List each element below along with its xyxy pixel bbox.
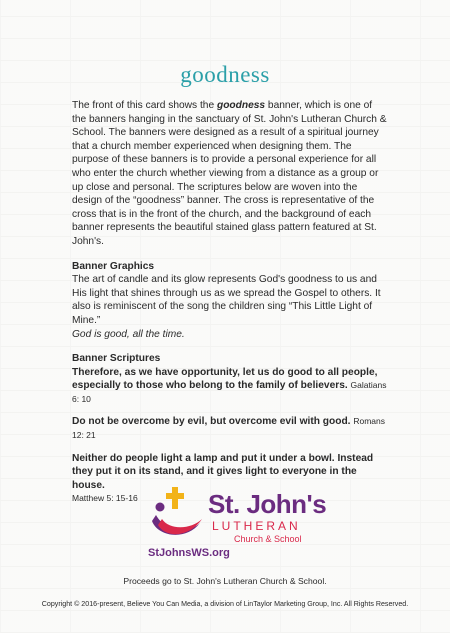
graphics-italic: God is good, all the time. [72, 328, 185, 340]
proceeds-note: Proceeds go to St. John's Lutheran Church & School. [123, 576, 327, 586]
scriptures-heading: Banner Scriptures [72, 353, 161, 365]
scripture-2 [72, 415, 387, 442]
website-url[interactable]: StJohnsWS.org [148, 547, 230, 559]
intro-emphasis: goodness [216, 100, 266, 111]
scripture-2-ref: Romans 12: 21 [72, 416, 386, 441]
scripture-1 [72, 366, 387, 407]
card-text [72, 99, 387, 506]
scripture-1-text: Therefore, as we have opportunity, let us do good to all people, especially to those who belong to the family of believers. [72, 366, 378, 392]
scripture-1-ref: Galatians 6: 10 [72, 380, 387, 404]
intro-text-1: The front of this card shows the [72, 100, 217, 111]
scripture-3-text: Neither do people light a lamp and put it under a bowl. Instead they put it on its stand, and it gives light to everyone in the house. [72, 452, 374, 491]
intro-paragraph [72, 99, 387, 249]
graphics-heading: Banner Graphics [72, 260, 155, 272]
scripture-3-ref: Matthew 5: 15-16 [72, 493, 138, 504]
intro-text-2: banner, which is one of the banners hanging in the sanctuary of St. John's Lutheran Church & School. The banners were designed as a result of a spiritual journey that a church member experienced when designing them. The purpose of these banners is to provide a personal experience for all who enter the church whether viewing from a distance as a group or up close and personal. The scriptures below are woven into the design of the “goodness” banner. The cross is representative of the cross that is in the front of the church, and the background of each banner represents the beautiful stained glass pattern featured at St. John's. [72, 100, 387, 247]
logo-church-school: Church & School [234, 534, 302, 544]
cross-figures-icon [148, 485, 208, 545]
church-logo [148, 485, 327, 565]
graphics-text: The art of candle and its glow represents God's goodness to us and His light that shines through us as we spread the Gospel to others. It also is reminiscent of the song the children sing “This Little Light of Mine.” [72, 274, 381, 326]
logo-lutheran: LUTHERAN [212, 519, 301, 533]
copyright-notice: Copyright © 2016-present, Believe You Can Media, a division of LinTaylor Marketing Group, Inc. All Rights Reserved. [41, 600, 409, 608]
logo-name: St. John's [208, 489, 327, 519]
scripture-2-text: Do not be overcome by evil, but overcome evil with good. [72, 416, 351, 428]
page-title: goodness [180, 62, 270, 87]
graphics-paragraph [72, 273, 387, 341]
